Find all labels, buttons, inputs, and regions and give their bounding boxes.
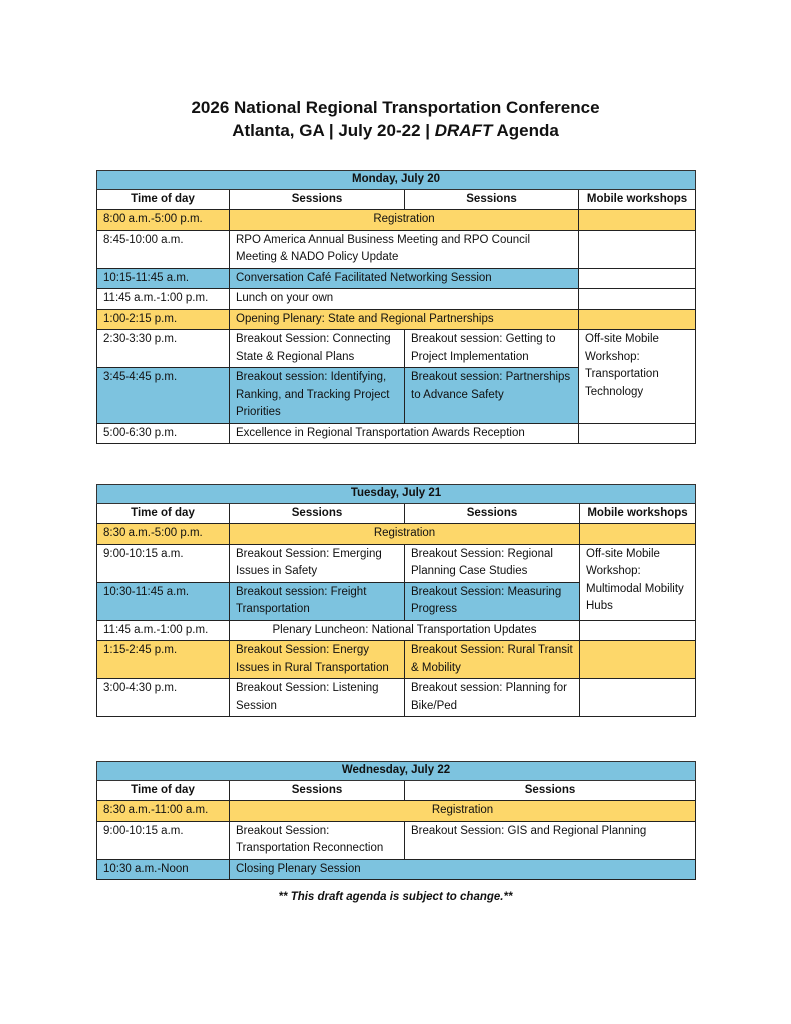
mobile-cell: Off-site Mobile Workshop: Transportation Technology	[579, 330, 696, 424]
table-row	[97, 210, 696, 231]
day-header-row	[97, 762, 696, 781]
title-line-2: Atlanta, GA | July 20-22 | DRAFT Agenda	[232, 121, 559, 140]
mobile-cell	[579, 230, 696, 268]
session-cell: Breakout Session: Regional Planning Case Studies	[405, 544, 580, 582]
mobile-cell	[579, 289, 696, 310]
column-header-row	[97, 503, 696, 524]
table-row	[97, 268, 696, 289]
tuesday-agenda-table	[96, 484, 696, 717]
table-row	[97, 524, 696, 545]
time-cell: 11:45 a.m.-1:00 p.m.	[97, 289, 230, 310]
session-cell: RPO America Annual Business Meeting and RPO Council Meeting & NADO Policy Update	[230, 230, 579, 268]
time-cell: 10:15-11:45 a.m.	[97, 268, 230, 289]
header-sessions: Sessions	[405, 780, 696, 801]
mobile-cell	[579, 309, 696, 330]
header-sessions: Sessions	[405, 503, 580, 524]
column-header-row	[97, 189, 696, 210]
session-cell: Breakout session: Partnerships to Advance Safety	[405, 368, 579, 424]
mobile-cell	[580, 679, 696, 717]
table-row	[97, 544, 696, 582]
table-row	[97, 423, 696, 444]
table-row	[97, 309, 696, 330]
mobile-cell: Off-site Mobile Workshop: Multimodal Mobility Hubs	[580, 544, 696, 620]
time-cell: 3:00-4:30 p.m.	[97, 679, 230, 717]
day-header-row	[97, 485, 696, 504]
session-cell: Excellence in Regional Transportation Awards Reception	[230, 423, 579, 444]
time-cell: 9:00-10:15 a.m.	[97, 821, 230, 859]
wednesday-agenda-table	[96, 761, 696, 880]
mobile-cell	[580, 641, 696, 679]
table-row	[97, 289, 696, 310]
table-row	[97, 859, 696, 880]
session-cell: Breakout Session: Rural Transit & Mobility	[405, 641, 580, 679]
session-cell: Breakout Session: Energy Issues in Rural Transportation	[230, 641, 405, 679]
time-cell: 8:30 a.m.-5:00 p.m.	[97, 524, 230, 545]
time-cell: 1:15-2:45 p.m.	[97, 641, 230, 679]
header-sessions: Sessions	[230, 189, 405, 210]
session-cell: Registration	[230, 801, 696, 822]
time-cell: 8:45-10:00 a.m.	[97, 230, 230, 268]
mobile-cell	[579, 423, 696, 444]
header-mobile-workshops: Mobile workshops	[579, 189, 696, 210]
time-cell: 3:45-4:45 p.m.	[97, 368, 230, 424]
time-cell: 8:30 a.m.-11:00 a.m.	[97, 801, 230, 822]
session-cell: Breakout session: Freight Transportation	[230, 582, 405, 620]
header-time: Time of day	[97, 780, 230, 801]
session-cell: Opening Plenary: State and Regional Partnerships	[230, 309, 579, 330]
session-cell: Breakout session: Getting to Project Implementation	[405, 330, 579, 368]
session-cell: Conversation Café Facilitated Networking Session	[230, 268, 579, 289]
header-sessions: Sessions	[405, 189, 579, 210]
session-cell: Breakout session: Planning for Bike/Ped	[405, 679, 580, 717]
session-cell: Breakout Session: Connecting State & Regional Plans	[230, 330, 405, 368]
day-title: Tuesday, July 21	[97, 485, 696, 504]
table-row	[97, 801, 696, 822]
header-mobile-workshops: Mobile workshops	[580, 503, 696, 524]
disclaimer-note: ** This draft agenda is subject to change.**	[278, 891, 513, 903]
session-cell: Breakout Session: Measuring Progress	[405, 582, 580, 620]
session-cell: Plenary Luncheon: National Transportation Updates	[230, 620, 580, 641]
session-cell: Breakout session: Identifying, Ranking, and Tracking Project Priorities	[230, 368, 405, 424]
header-time: Time of day	[97, 189, 230, 210]
session-cell: Registration	[230, 524, 580, 545]
session-cell: Breakout Session: Emerging Issues in Safety	[230, 544, 405, 582]
day-header-row	[97, 171, 696, 190]
monday-agenda-table	[96, 170, 696, 444]
day-title: Wednesday, July 22	[97, 762, 696, 781]
header-time: Time of day	[97, 503, 230, 524]
time-cell: 2:30-3:30 p.m.	[97, 330, 230, 368]
time-cell: 1:00-2:15 p.m.	[97, 309, 230, 330]
day-title: Monday, July 20	[97, 171, 696, 190]
time-cell: 10:30 a.m.-Noon	[97, 859, 230, 880]
draft-label: DRAFT	[434, 121, 493, 140]
session-cell: Breakout Session: GIS and Regional Planning	[405, 821, 696, 859]
title-line-1: 2026 National Regional Transportation Conference	[191, 98, 600, 117]
document-title	[0, 96, 791, 142]
table-row	[97, 821, 696, 859]
session-cell: Breakout Session: Listening Session	[230, 679, 405, 717]
table-row	[97, 679, 696, 717]
session-cell: Breakout Session: Transportation Reconnection	[230, 821, 405, 859]
mobile-cell	[579, 268, 696, 289]
session-cell: Registration	[230, 210, 579, 231]
header-sessions: Sessions	[230, 780, 405, 801]
table-row	[97, 230, 696, 268]
mobile-cell	[580, 620, 696, 641]
time-cell: 10:30-11:45 a.m.	[97, 582, 230, 620]
mobile-cell	[579, 210, 696, 231]
mobile-cell	[580, 524, 696, 545]
table-row	[97, 641, 696, 679]
session-cell: Closing Plenary Session	[230, 859, 696, 880]
table-row	[97, 620, 696, 641]
time-cell: 11:45 a.m.-1:00 p.m.	[97, 620, 230, 641]
column-header-row	[97, 780, 696, 801]
time-cell: 5:00-6:30 p.m.	[97, 423, 230, 444]
session-cell: Lunch on your own	[230, 289, 579, 310]
time-cell: 9:00-10:15 a.m.	[97, 544, 230, 582]
table-row	[97, 330, 696, 368]
header-sessions: Sessions	[230, 503, 405, 524]
time-cell: 8:00 a.m.-5:00 p.m.	[97, 210, 230, 231]
